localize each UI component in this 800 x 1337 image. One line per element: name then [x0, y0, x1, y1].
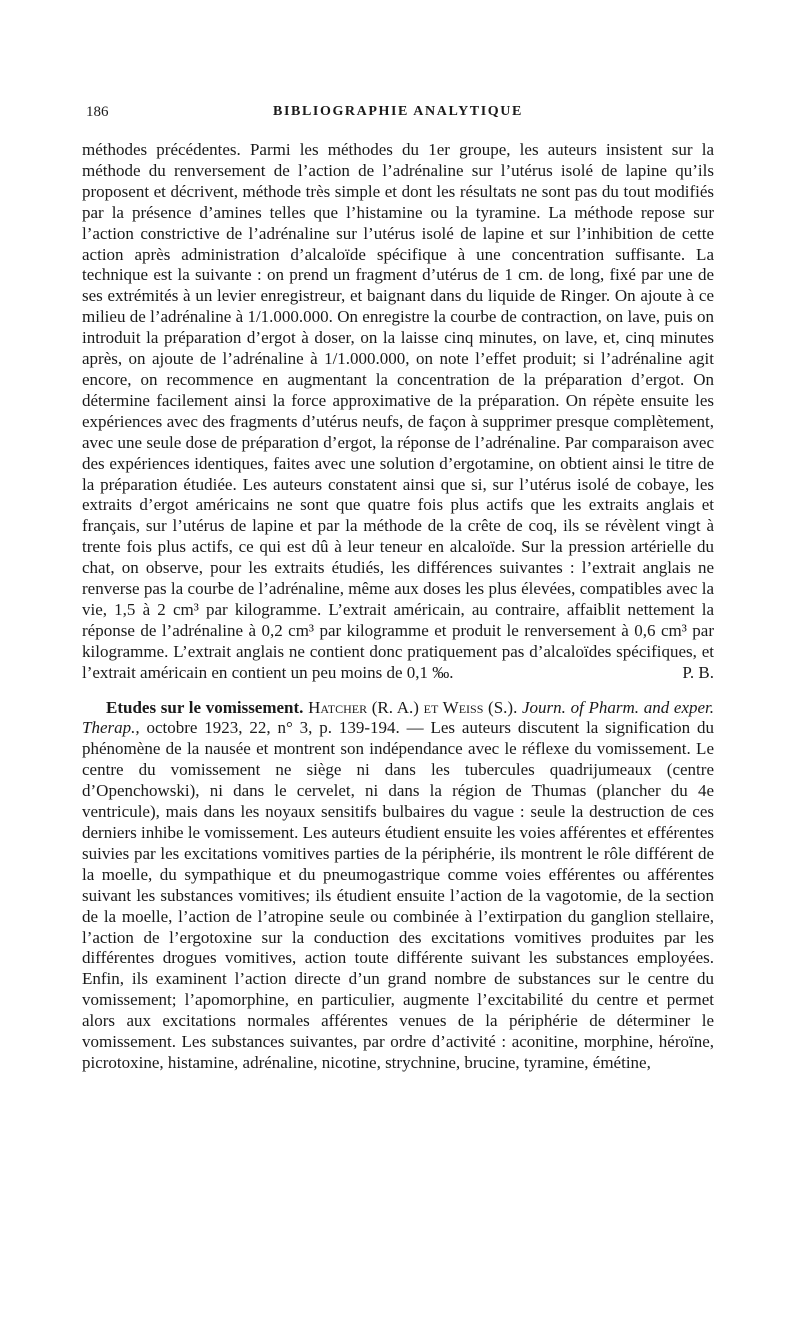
entry-title: Etudes sur le vomissement. — [106, 697, 304, 717]
continuation-text: méthodes précédentes. Parmi les méthodes du 1er groupe, les auteurs insistent sur la méthode du renversement de l’action de l’adrénaline sur l’utérus isolé de lapine qu’ils proposent et décrivent, méthode très simple et dont les résultats ne sont pas du tout modifiés par la présence d’amines telles que l’histamine ou la tyramine. La méthode repose sur l’action constrictive de l’adrénaline sur l’utérus isolé de lapine et sur l’inhibition de cette action après administration d’alcaloïde spécifique à une concentration suffisante. La technique est la suivante : on prend un fragment d’utérus de 1 cm. de long, fixé par une de ses extrémités à un levier enregistreur, et baignant dans du liquide de Ringer. On ajoute à ce milieu de l’adrénaline à 1/1.000.000. On enregistre la courbe de contraction, on lave, puis on introduit la préparation d’ergot à doser, on la laisse cinq minutes, on lave, et, cinq minutes après, on ajoute de l’adrénaline à 1/1.000.000, on note l’effet produit; si l’adrénaline agit encore, on recommence en augmentant la concentration de la préparation d’ergot. On détermine facilement ainsi la force approximative de la préparation. On répète ensuite les expériences avec des fragments d’utérus neufs, de façon à supprimer presque complètement, avec une seule dose de préparation d’ergot, la réponse de l’adrénaline. Par comparaison avec des expériences identiques, faites avec une solution d’ergotamine, on obtient ainsi le titre de la préparation étudiée. Les auteurs constatent ainsi que si, sur l’utérus isolé de cobaye, les extraits d’ergot américains ne sont que quatre fois plus actifs que les extraits anglais et français, sur l’utérus de lapine et par la méthode de la crête de coq, ils se révèlent vingt à trente fois plus actifs, ce qui est dû à leur teneur en alcaloïde. Sur la pression artérielle du chat, on observe, pour les extraits étudiés, les différences suivantes : l’extrait anglais ne renverse pas la courbe de l’adrénaline, même aux doses les plus élevées, compatibles avec la vie, 1,5 à 2 cm³ par kilogramme. L’extrait américain, au contraire, affaiblit nettement la réponse de l’adrénaline à 0,2 cm³ par kilogramme et produit le renversement à 0,6 cm³ par kilogramme. L’extrait anglais ne contient donc pratiquement pas d’alcaloïdes spécifiques, et l’extrait américain en contient un peu moins de 0,1 ‰. — [82, 140, 714, 682]
signature: P. B. — [682, 662, 714, 682]
continuation-paragraph — [82, 140, 714, 684]
entry-citation: octobre 1923, 22, n° 3, p. 139-194. — — [146, 718, 424, 738]
entry-authors: Hatcher (R. A.) et Weiss (S.). — [308, 697, 518, 717]
abstract-entry — [82, 698, 714, 1074]
page — [82, 96, 714, 1316]
entry-abstract: Les auteurs discutent la signification du phénomène de la nausée et montrent son indépendance avec le réflexe du vomissement. Le centre du vomissement ne siège ni dans les tubercules quadrijumeaux (centre d’Openchowski), ni dans le cervelet, ni dans la région de Thumas (plancher du 4e ventricule), mais dans les noyaux sensitifs bulbaires du vague : seule la destruction de ces derniers inhibe le vomissement. Les auteurs étudient ensuite les voies afférentes et efférentes suivies par les excitations vomitives parties de la périphérie, ils montrent le rôle différent de la moelle, du sympathique et du pneumogastrique comme voies efférentes ou afférentes suivant les substances vomitives; ils étudient ensuite l’action de la vagotomie, de la section de la moelle, l’action de l’atropine seule ou combinée à l’extirpation du ganglion stellaire, l’action de l’ergotoxine sur la conduction des excitations vomitives produites par les différentes drogues vomitives, action toute différente suivant les substances employées. Enfin, ils examinent l’action directe d’un grand nombre de substances sur le centre du vomissement; l’apomorphine, en particulier, augmente l’excitabilité du centre et permet alors aux excitations normales afférentes venues de la périphérie de déterminer le vomissement. Les substances suivantes, par ordre d’activité : aconitine, morphine, héroïne, picrotoxine, histamine, adrénaline, nicotine, strychnine, brucine, tyramine, émétine, — [82, 718, 715, 1072]
running-head — [82, 96, 714, 120]
entry-journal: Journ. of Pharm. and exper. Therap., — [82, 697, 715, 738]
running-title: BIBLIOGRAPHIE ANALYTIQUE — [273, 104, 523, 119]
page-number: 186 — [86, 104, 109, 120]
